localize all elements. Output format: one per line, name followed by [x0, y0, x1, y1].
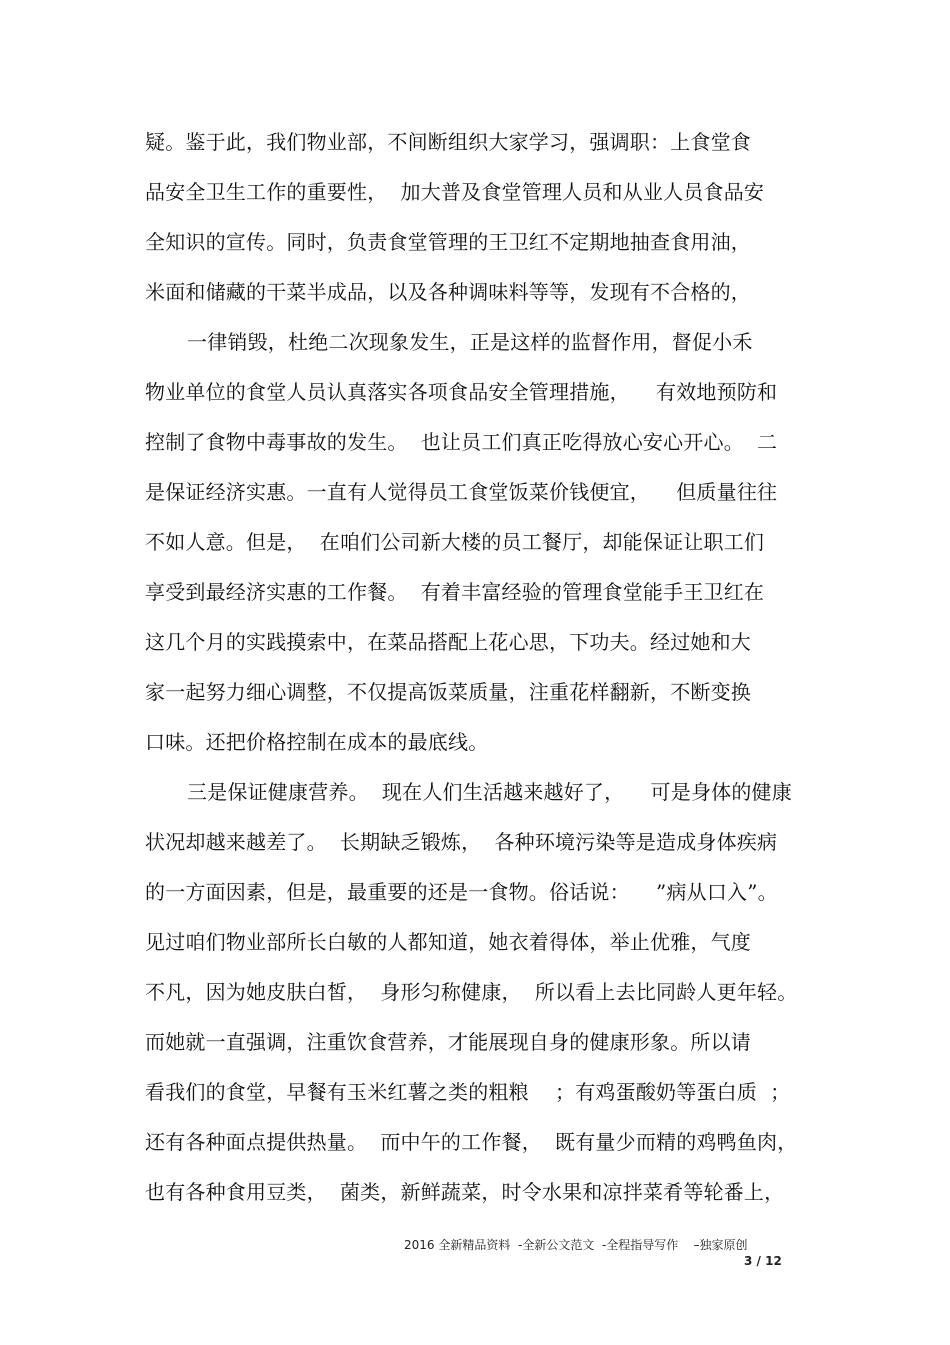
- text-line: 不如人意。但是， 在咱们公司新大楼的员工餐厅，却能保证让职工们: [145, 530, 765, 554]
- text-line: 是保证经济实惠。一直有人觉得员工食堂饭菜价钱便宜， 但质量往往: [145, 480, 778, 504]
- page-number: 3 / 12: [744, 1254, 782, 1268]
- text-line: 一律销毁，杜绝二次现象发生，正是这样的监督作用，督促小禾: [187, 330, 753, 354]
- text-line: 米面和储藏的干菜半成品，以及各种调味料等等，发现有不合格的，: [145, 280, 751, 304]
- text-line: 也有各种食用豆类， 菌类，新鲜蔬菜，时令水果和凉拌菜肴等轮番上，: [145, 1180, 785, 1204]
- text-line: 口味。还把价格控制在成本的最底线。: [145, 730, 489, 754]
- text-line: 还有各种面点提供热量。 而中午的工作餐， 既有量少而精的鸡鸭鱼肉，: [145, 1130, 798, 1154]
- text-line: 疑。鉴于此，我们物业部，不间断组织大家学习，强调职：上食堂食: [145, 130, 751, 154]
- text-line: 控制了食物中毒事故的发生。 也让员工们真正吃得放心安心开心。 二: [145, 430, 778, 454]
- body-text: [145, 124, 815, 1224]
- text-line: 见过咱们物业部所长白敏的人都知道，她衣着得体，举止优雅，气度: [145, 930, 751, 954]
- text-line: 而她就一直强调，注重饮食营养，才能展现自身的健康形象。所以请: [145, 1030, 751, 1054]
- text-line: 的一方面因素，但是，最重要的还是一食物。俗话说： ”病从口入”。: [145, 880, 778, 904]
- text-line: 看我们的食堂，早餐有玉米红薯之类的粗粮 ；有鸡蛋酸奶等蛋白质 ；: [145, 1080, 791, 1104]
- text-line: 不凡，因为她皮肤白皙， 身形匀称健康， 所以看上去比同龄人更年轻。: [145, 980, 798, 1004]
- text-line: 物业单位的食堂人员认真落实各项食品安全管理措施， 有效地预防和: [145, 380, 778, 404]
- text-line: 品安全卫生工作的重要性， 加大普及食堂管理人员和从业人员食品安: [145, 180, 765, 204]
- text-line: 这几个月的实践摸索中，在菜品搭配上花心思，下功夫。经过她和大: [145, 630, 751, 654]
- text-line: 状况却越来越差了。 长期缺乏锻炼， 各种环境污染等是造成身体疾病: [145, 830, 778, 854]
- page-footer: 2016 全新精品资料 -全新公文范文 -全程指导写作 –独家原创: [404, 1238, 748, 1252]
- text-line: 享受到最经济实惠的工作餐。 有着丰富经验的管理食堂能手王卫红在: [145, 580, 765, 604]
- text-line: 家一起努力细心调整，不仅提高饭菜质量，注重花样翻新，不断变换: [145, 680, 751, 704]
- text-line: 全知识的宣传。同时，负责食堂管理的王卫红不定期地抽查食用油，: [145, 230, 751, 254]
- text-line: 三是保证健康营养。 现在人们生活越来越好了， 可是身体的健康: [187, 780, 792, 804]
